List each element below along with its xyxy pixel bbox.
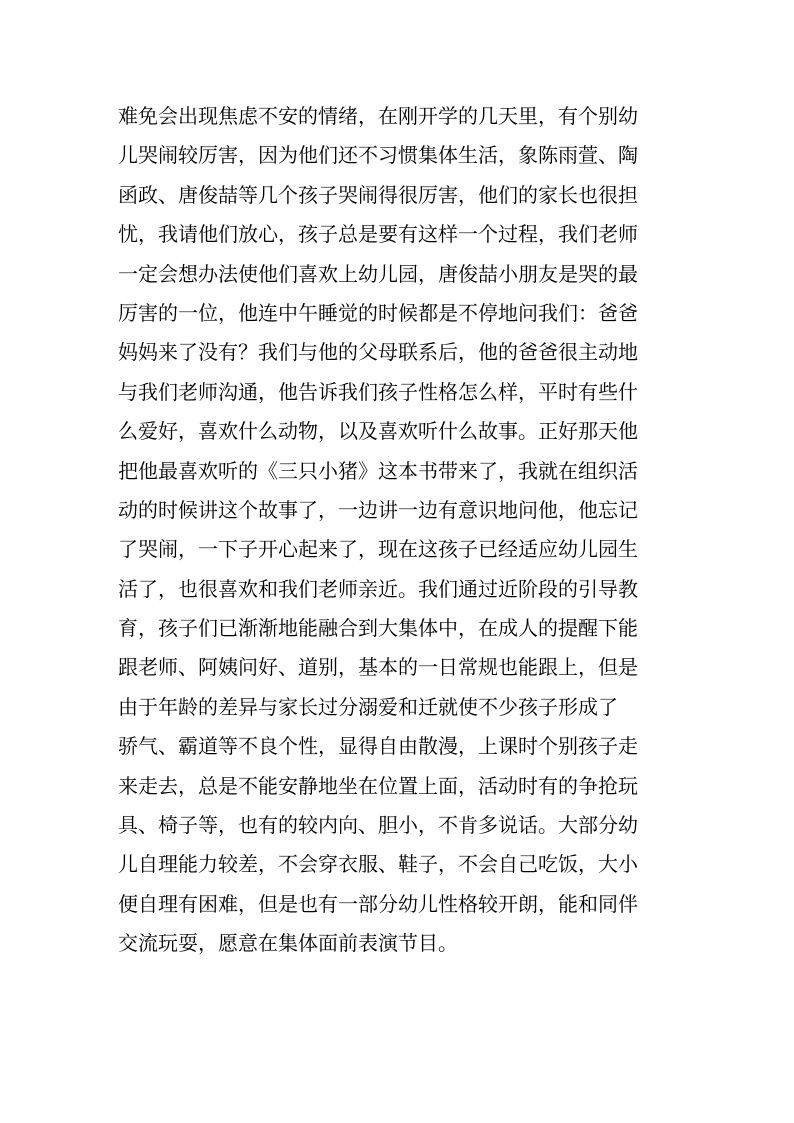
text-line: 了哭闹，一下子开心起来了，现在这孩子已经适应幼儿园生 bbox=[118, 537, 638, 562]
text-line: 妈妈来了没有？我们与他的父母联系后，他的爸爸很主动地 bbox=[118, 340, 638, 365]
text-line: 活了，也很喜欢和我们老师亲近。我们通过近阶段的引导教 bbox=[118, 576, 638, 601]
text-line: 跟老师、阿姨问好、道别，基本的一日常规也能跟上，但是 bbox=[118, 655, 638, 680]
text-line: 函政、唐俊喆等几个孩子哭闹得很厉害，他们的家长也很担 bbox=[118, 182, 638, 207]
text-line: 儿自理能力较差，不会穿衣服、鞋子，不会自己吃饭，大小 bbox=[118, 852, 638, 877]
text-line: 动的时候讲这个故事了，一边讲一边有意识地问他，他忘记 bbox=[118, 497, 638, 522]
text-line: 么爱好，喜欢什么动物，以及喜欢听什么故事。正好那天他 bbox=[118, 419, 638, 444]
text-line: 骄气、霸道等不良个性，显得自由散漫，上课时个别孩子走 bbox=[118, 734, 638, 759]
text-line: 具、椅子等，也有的较内向、胆小，不肯多说话。大部分幼 bbox=[118, 813, 638, 838]
text-line: 把他最喜欢听的《三只小猪》这本书带来了，我就在组织活 bbox=[118, 458, 638, 483]
text-line: 交流玩耍，愿意在集体面前表演节目。 bbox=[118, 931, 458, 956]
text-line: 育，孩子们已渐渐地能融合到大集体中，在成人的提醒下能 bbox=[118, 616, 638, 641]
body-paragraph bbox=[118, 97, 678, 964]
text-line: 厉害的一位，他连中午睡觉的时候都是不停地问我们：爸爸 bbox=[118, 300, 638, 325]
text-line: 由于年龄的差异与家长过分溺爱和迁就使不少孩子形成了 bbox=[118, 694, 618, 719]
text-line: 忧，我请他们放心，孩子总是要有这样一个过程，我们老师 bbox=[118, 222, 638, 247]
text-line: 难免会出现焦虑不安的情绪，在刚开学的几天里，有个别幼 bbox=[118, 104, 638, 128]
text-line: 与我们老师沟通，他告诉我们孩子性格怎么样，平时有些什 bbox=[118, 379, 638, 404]
text-line: 便自理有困难，但是也有一部分幼儿性格较开朗，能和同伴 bbox=[118, 891, 638, 916]
text-line: 儿哭闹较厉害，因为他们还不习惯集体生活，象陈雨萱、陶 bbox=[118, 143, 638, 168]
text-line: 一定会想办法使他们喜欢上幼儿园，唐俊喆小朋友是哭的最 bbox=[118, 261, 638, 286]
text-line: 来走去，总是不能安静地坐在位置上面，活动时有的争抢玩 bbox=[118, 773, 638, 798]
